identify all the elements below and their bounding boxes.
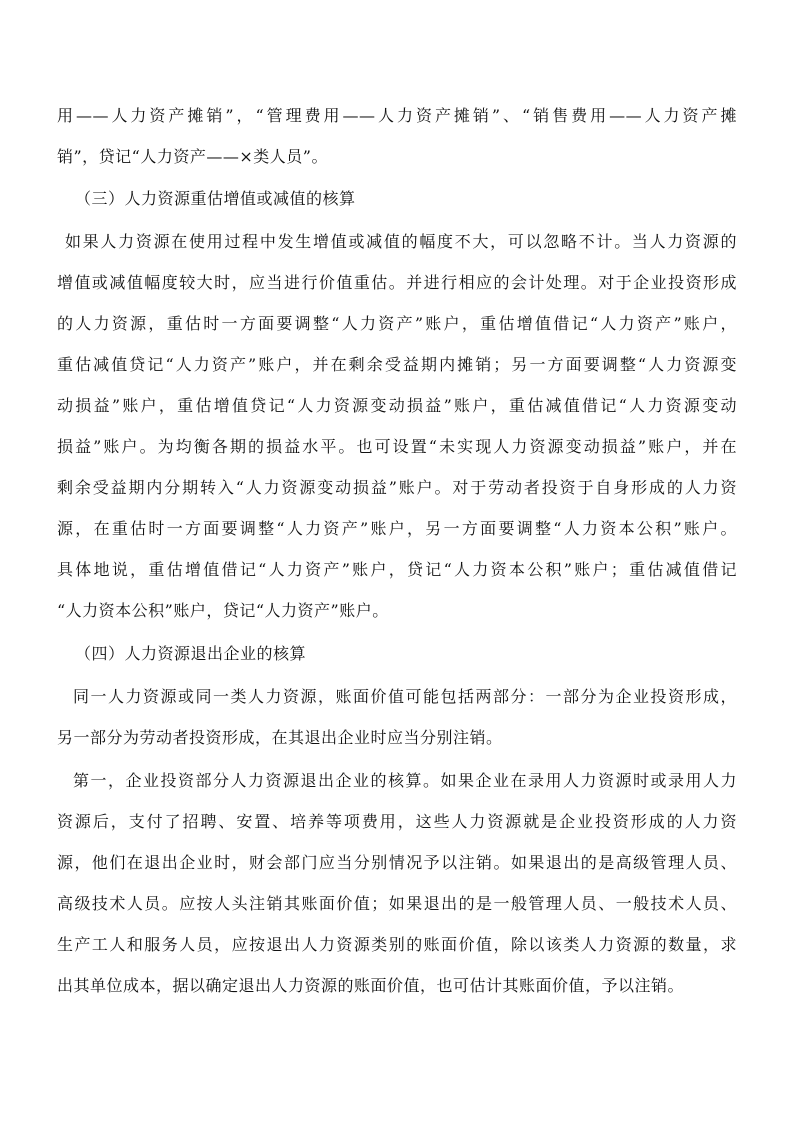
paragraph-line: 另一部分为劳动者投资形成，在其退出企业时应当分别注销。 bbox=[57, 728, 503, 747]
paragraph-line: 出其单位成本，据以确定退出人力资源的账面价值，也可估计其账面价值，予以注销。 bbox=[57, 976, 685, 995]
paragraph-line: 如果人力资源在使用过程中发生增值或减值的幅度不大，可以忽略不计。当人力资源的 bbox=[65, 232, 737, 251]
paragraph-line: 用——人力资产摊销”，“管理费用——人力资产摊销”、“销售费用——人力资产摊 bbox=[57, 106, 737, 125]
paragraph-line: 生产工人和服务人员，应按退出人力资源类别的账面价值，除以该类人力资源的数量，求 bbox=[57, 935, 737, 954]
paragraph-line: 剩余受益期内分期转入“人力资源变动损益”账户。对于劳动者投资于自身形成的人力资 bbox=[57, 478, 737, 497]
paragraph-line: 资源后，支付了招聘、安置、培养等项费用，这些人力资源就是企业投资形成的人力资 bbox=[57, 812, 737, 831]
paragraph-line: “人力资本公积”账户，贷记“人力资产”账户。 bbox=[57, 601, 389, 620]
paragraph-line: 源，他们在退出企业时，财会部门应当分别情况予以注销。如果退出的是高级管理人员、 bbox=[57, 853, 737, 872]
paragraph-line: 的人力资源，重估时一方面要调整“人力资产”账户，重估增值借记“人力资产”账户， bbox=[57, 314, 737, 333]
paragraph-line: 源，在重估时一方面要调整“人力资产”账户，另一方面要调整“人力资本公积”账户。 bbox=[57, 519, 737, 538]
paragraph-line: 具体地说，重估增值借记“人力资产”账户，贷记“人力资本公积”账户；重估减值借记 bbox=[57, 560, 737, 579]
paragraph-line: 动损益”账户，重估增值贷记“人力资源变动损益”账户，重估减值借记“人力资源变动 bbox=[57, 396, 737, 415]
paragraph-line: 同一人力资源或同一类人力资源，账面价值可能包括两部分：一部分为企业投资形成， bbox=[73, 687, 737, 706]
paragraph-line: 损益”账户。为均衡各期的损益水平。也可设置“未实现人力资源变动损益”账户，并在 bbox=[57, 437, 737, 456]
paragraph-line: 高级技术人员。应按人头注销其账面价值；如果退出的是一般管理人员、一般技术人员、 bbox=[57, 894, 737, 913]
paragraph-line: 重估减值贷记“人力资产”账户，并在剩余受益期内摊销；另一方面要调整“人力资源变 bbox=[57, 355, 737, 374]
section-heading: （三）人力资源重估增值或减值的核算 bbox=[75, 189, 356, 208]
paragraph-line: 销”，贷记“人力资产——×类人员”。 bbox=[57, 147, 328, 166]
paragraph-line: 增值或减值幅度较大时，应当进行价值重估。并进行相应的会计处理。对于企业投资形成 bbox=[57, 273, 737, 292]
paragraph-line: 第一，企业投资部分人力资源退出企业的核算。如果企业在录用人力资源时或录用人力 bbox=[73, 771, 737, 790]
section-heading: （四）人力资源退出企业的核算 bbox=[75, 644, 307, 663]
